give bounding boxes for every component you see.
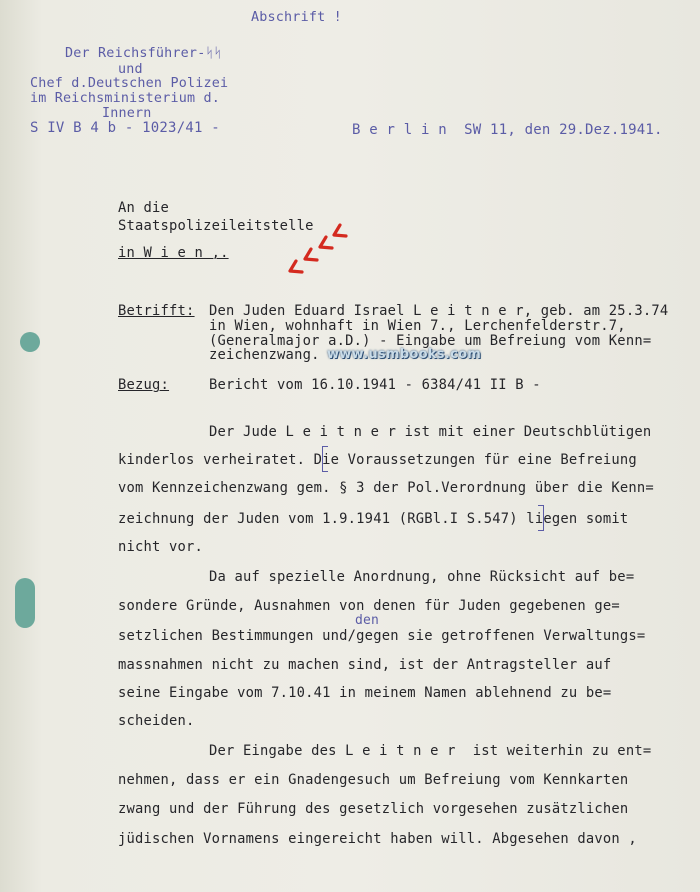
red-check-marks bbox=[280, 222, 360, 282]
place-and-date: B e r l i n SW 11, den 29.Dez.1941. bbox=[352, 122, 663, 138]
paragraph-line: zwang und der Führung des gesetzlich vorgesehen zusätzlichen bbox=[118, 801, 629, 817]
copy-note: Abschrift ! bbox=[251, 10, 342, 25]
subject-line: (Generalmajor a.D.) - Eingabe um Befreiung vom Kenn= bbox=[209, 333, 652, 349]
sender-line: im Reichsministerium d. bbox=[30, 91, 221, 106]
paragraph-line: setzlichen Bestimmungen und/gegen sie getroffenen Verwaltungs= bbox=[118, 628, 646, 644]
subject-line: zeichenzwang. bbox=[209, 347, 320, 363]
recipient-line: An die bbox=[118, 200, 170, 216]
reference-label: Bezug: bbox=[118, 377, 170, 393]
punch-hole bbox=[20, 332, 40, 352]
paragraph-line: nehmen, dass er ein Gnadengesuch um Befreiung vom Kennkarten bbox=[118, 772, 629, 788]
handwritten-bracket-close bbox=[538, 505, 544, 531]
subject-label: Betrifft: bbox=[118, 303, 195, 319]
paragraph-line: Der Jude L e i t n e r ist mit einer Deutschblütigen bbox=[209, 424, 652, 440]
paragraph-line: kinderlos verheiratet. Die Voraussetzungen für eine Befreiung bbox=[118, 452, 637, 468]
paragraph-line: nicht vor. bbox=[118, 539, 204, 555]
punch-hole bbox=[15, 578, 35, 628]
sender-line: Innern bbox=[102, 106, 152, 121]
handwritten-bracket-open bbox=[322, 446, 328, 472]
paragraph-line: vom Kennzeichenzwang gem. § 3 der Pol.Verordnung über die Kenn= bbox=[118, 480, 654, 496]
recipient-line: Staatspolizeileitstelle bbox=[118, 218, 314, 234]
paragraph-line: massnahmen nicht zu machen sind, ist der Antragsteller auf bbox=[118, 657, 612, 673]
paragraph-line: jüdischen Vornamens eingereicht haben will. Abgesehen davon , bbox=[118, 831, 637, 847]
paragraph-line: scheiden. bbox=[118, 713, 195, 729]
subject-line: Den Juden Eduard Israel L e i t n e r, geb. am 25.3.74 bbox=[209, 303, 669, 319]
sender-line: Der Reichsführer-ᛋᛋ bbox=[65, 46, 222, 61]
reference-text: Bericht vom 16.10.1941 - 6384/41 II B - bbox=[209, 377, 541, 393]
sender-line: Chef d.Deutschen Polizei bbox=[30, 76, 229, 91]
paragraph-line: Der Eingabe des L e i t n e r ist weiterhin zu ent= bbox=[209, 743, 652, 759]
sender-line: und bbox=[118, 62, 143, 77]
paragraph-line: seine Eingabe vom 7.10.41 in meinem Namen ablehnend zu be= bbox=[118, 685, 612, 701]
watermark: www.usmbooks.com bbox=[327, 347, 482, 362]
recipient-city: in W i e n ,. bbox=[118, 245, 229, 261]
paragraph-line: Da auf spezielle Anordnung, ohne Rücksicht auf be= bbox=[209, 569, 635, 585]
paragraph-line: zeichnung der Juden vom 1.9.1941 (RGBl.I S.547) liegen somit bbox=[118, 511, 629, 527]
paragraph-line: sondere Gründe, Ausnahmen von denen für Juden gegebenen ge= bbox=[118, 598, 620, 614]
interlinear-insert: den bbox=[355, 613, 380, 628]
subject-line: in Wien, wohnhaft in Wien 7., Lerchenfelderstr.7, bbox=[209, 318, 626, 334]
reference-number: S IV B 4 b - 1023/41 - bbox=[30, 120, 220, 136]
